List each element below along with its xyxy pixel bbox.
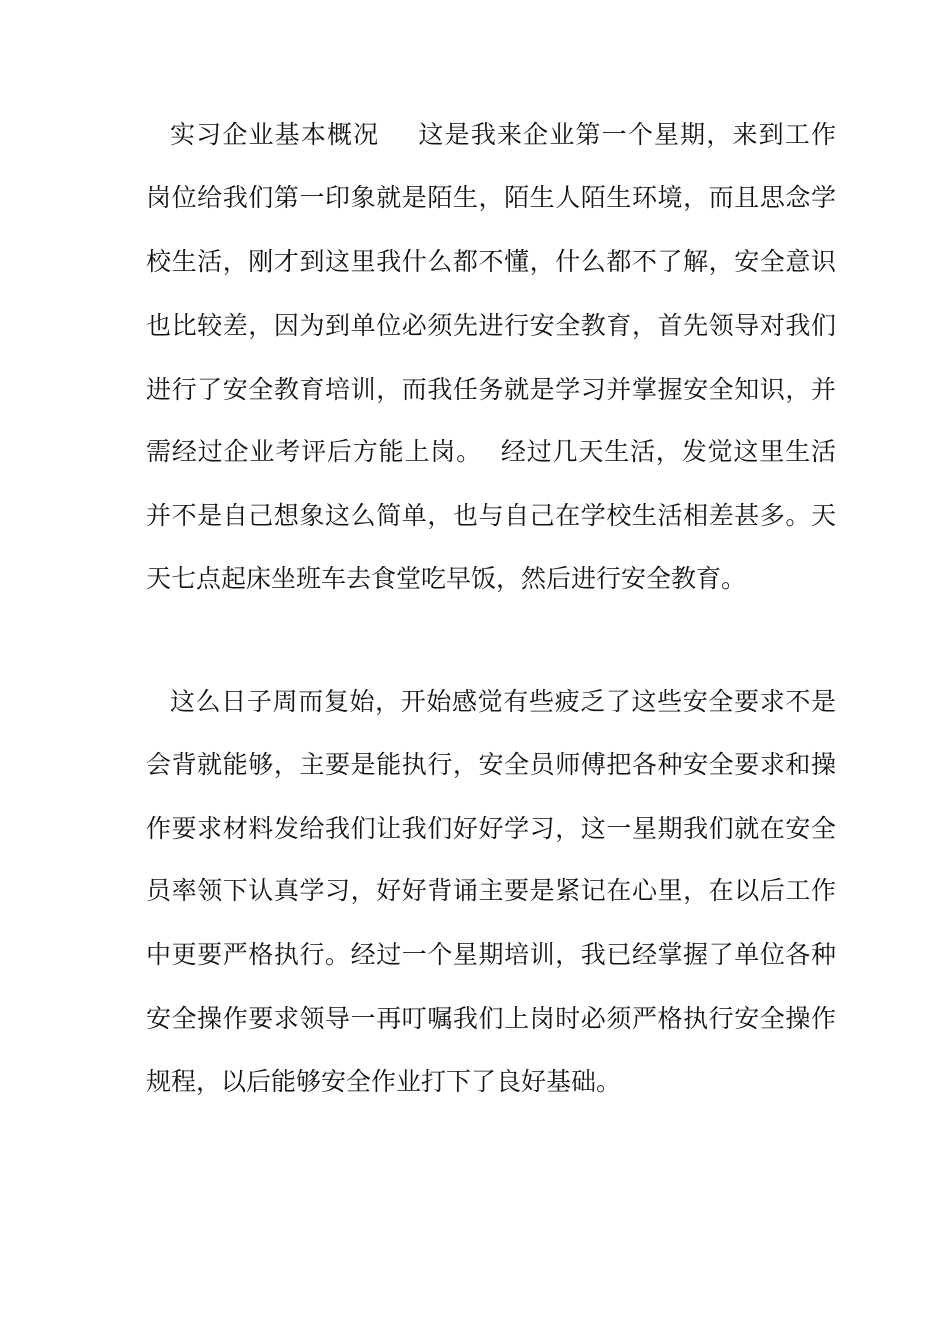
text-line: [146, 434, 836, 470]
text-line: 天七点起床坐班车去食堂吃早饭，然后进行安全教育。: [146, 564, 747, 593]
text-line: 会背就能够，主要是能执行，安全员师傅把各种安全要求和操: [146, 750, 836, 779]
text-line: 进行了安全教育培训，而我任务就是学习并掌握安全知识，并: [146, 375, 836, 404]
text-line: 员率领下认真学习，好好背诵主要是紧记在心里，在以后工作: [146, 876, 836, 905]
text-line: [170, 117, 836, 153]
text-line: 作要求材料发给我们让我们好好学习，这一星期我们就在安全: [146, 814, 836, 843]
text-line: 也比较差，因为到单位必须先进行安全教育，首先领导对我们: [146, 311, 836, 340]
text-run: 需经过企业考评后方能上岗。: [146, 437, 482, 466]
text-line: 安全操作要求领导一再叮嘱我们上岗时必须严格执行安全操作: [146, 1004, 836, 1033]
text-line: 中更要严格执行。经过一个星期培训，我已经掌握了单位各种: [146, 940, 836, 969]
text-line: 这么日子周而复始，开始感觉有些疲乏了这些安全要求不是: [170, 687, 836, 716]
text-line: 岗位给我们第一印象就是陌生，陌生人陌生环境，而且思念学: [146, 183, 836, 212]
text-line: 并不是自己想象这么简单，也与自己在学校生活相差甚多。天: [146, 501, 836, 530]
text-run: 这是我来企业第一个星期，来到工作: [417, 120, 836, 149]
text-run: 经过几天生活，发觉这里生活: [500, 437, 836, 466]
section-heading: 实习企业基本概况: [170, 120, 380, 149]
text-line: 校生活，刚才到这里我什么都不懂，什么都不了解，安全意识: [146, 247, 836, 276]
text-line: 规程，以后能够安全作业打下了良好基础。: [146, 1067, 622, 1096]
